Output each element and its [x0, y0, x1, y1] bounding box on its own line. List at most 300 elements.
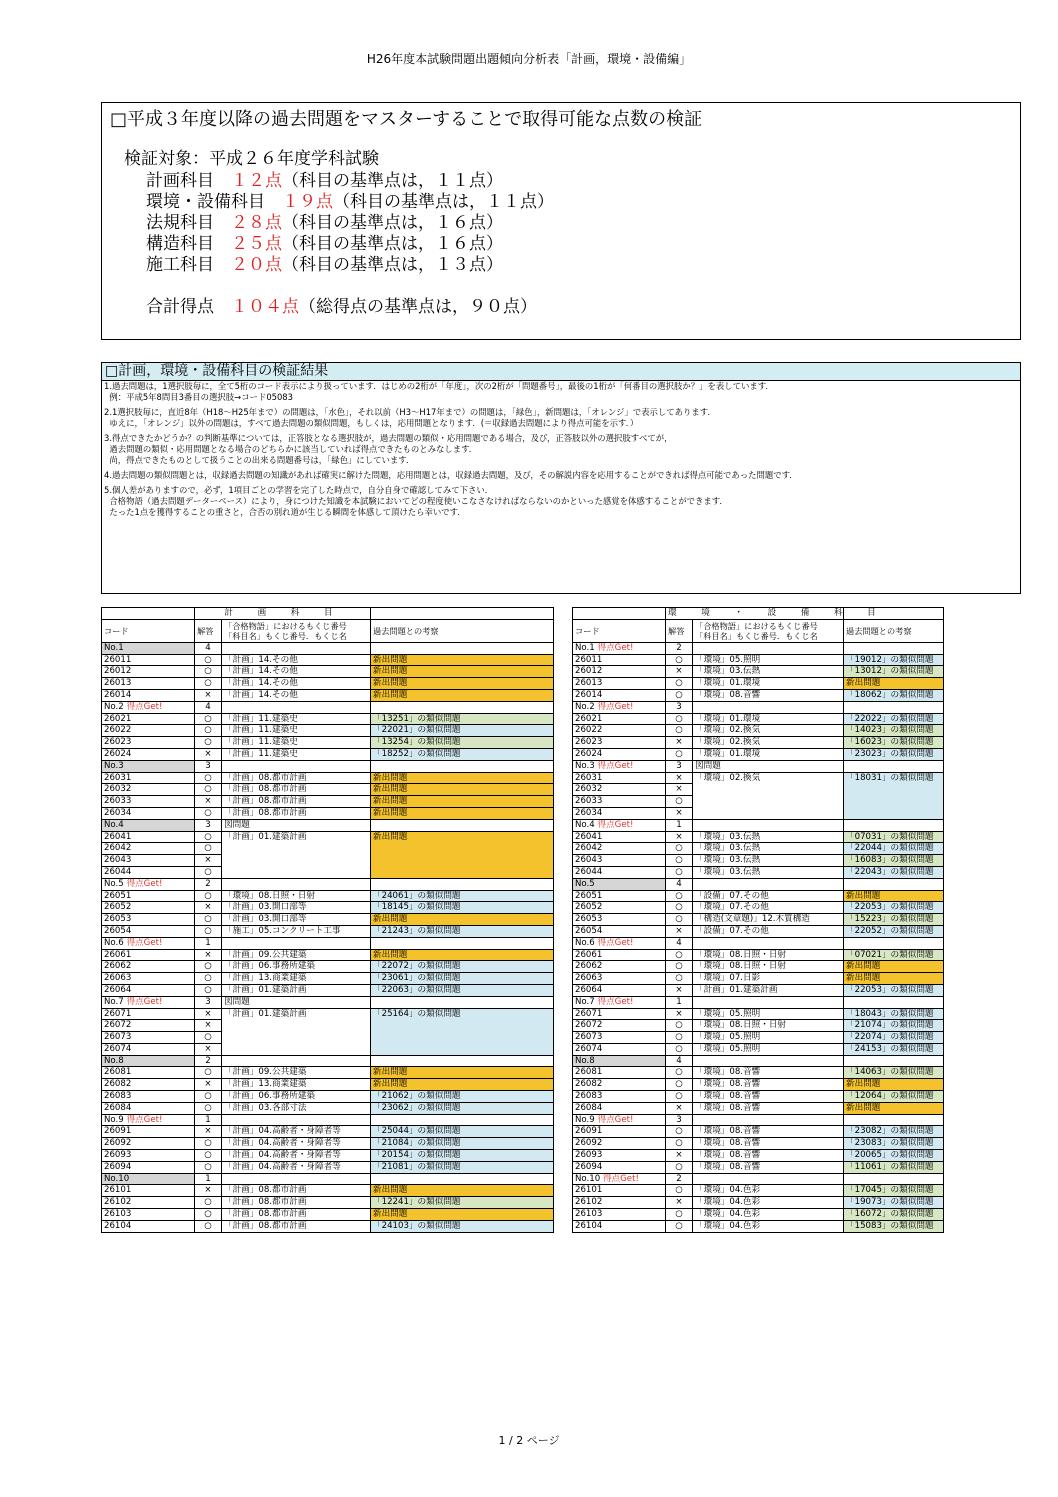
choice-mark: ○ — [666, 1079, 693, 1091]
summary-line: 環境・設備科目 １９点（科目の基準点は，１１点） — [146, 192, 554, 212]
question-no: No.8 — [573, 1055, 666, 1067]
correct-answer: 3 — [195, 996, 222, 1008]
table-row — [102, 796, 554, 808]
choice-mark: ○ — [666, 1138, 693, 1150]
choice-consider: 新出問題 — [371, 784, 554, 796]
choice-kuji: 「環境」02.換気 — [693, 737, 844, 749]
choice-code: 26094 — [102, 1161, 195, 1173]
table-row — [573, 1197, 944, 1209]
question-kind — [693, 1173, 844, 1185]
choice-code: 26082 — [573, 1079, 666, 1091]
choice-code: 26073 — [573, 1032, 666, 1044]
choice-kuji: 「計画」14.その他 — [222, 678, 371, 690]
table-row — [102, 949, 554, 961]
choice-mark: × — [195, 855, 222, 867]
choice-kuji: 「計画」08.都市計画 — [222, 1185, 371, 1197]
get-badge: 得点Get! — [126, 1114, 163, 1125]
choice-code: 26093 — [102, 1150, 195, 1162]
choice-mark: ○ — [666, 1209, 693, 1221]
choice-kuji: 「環境」07.その他 — [693, 902, 844, 914]
question-row — [573, 1173, 944, 1185]
choice-code: 26031 — [573, 772, 666, 784]
choice-mark: ○ — [195, 866, 222, 878]
choice-consider: 新出問題 — [371, 666, 554, 678]
question-kind: 図問題 — [222, 819, 371, 831]
choice-code: 26011 — [573, 654, 666, 666]
choice-mark: × — [195, 1020, 222, 1032]
choice-consider: 「23082」の類似問題 — [844, 1126, 944, 1138]
results-notes — [102, 381, 1020, 518]
choice-code: 26102 — [573, 1197, 666, 1209]
choice-mark: ○ — [195, 807, 222, 819]
summary-box — [101, 102, 1021, 340]
choice-kuji: 「環境」07.日影 — [693, 973, 844, 985]
table-row — [573, 1008, 944, 1020]
choice-mark: ○ — [195, 961, 222, 973]
choice-code: 26052 — [102, 902, 195, 914]
question-kind — [222, 1055, 371, 1067]
choice-kuji: 「環境」05.照明 — [693, 654, 844, 666]
table-row — [573, 1032, 944, 1044]
choice-consider: 新出問題 — [844, 1102, 944, 1114]
choice-consider: 「20154」の類似問題 — [371, 1150, 554, 1162]
choice-mark: ○ — [666, 914, 693, 926]
choice-code: 26091 — [102, 1126, 195, 1138]
choice-mark: ○ — [666, 1161, 693, 1173]
choice-consider: 「16083」の類似問題 — [844, 855, 944, 867]
question-kind — [222, 1173, 371, 1185]
choice-consider: 「07031」の類似問題 — [844, 831, 944, 843]
question-kind — [222, 701, 371, 713]
table-row — [573, 961, 944, 973]
note-5: 5.個人差がありますので，必ず，1項目ごとの学習を完了した時点で，自分自身で確認してみて下さい． 合格物語（過去問題データーベース）により，身につけた知識を本試験においてどの程度使いこなさなければならないのかといった感覚を体感することができます． たった1点を獲得することの重さと，合否の別れ道が生じる瞬間を体感して頂けたら幸いです． — [104, 485, 728, 517]
choice-kuji: 「環境」03.伝熱 — [693, 866, 844, 878]
question-row — [102, 1055, 554, 1067]
question-kind — [693, 937, 844, 949]
choice-mark: × — [666, 807, 693, 819]
choice-kuji: 「環境」03.伝熱 — [693, 843, 844, 855]
choice-consider: 「11061」の類似問題 — [844, 1161, 944, 1173]
summary-line: 法規科目 ２８点（科目の基準点は，１６点） — [146, 213, 503, 233]
choice-mark: ○ — [666, 654, 693, 666]
question-no: No.3 得点Get! — [573, 760, 666, 772]
choice-code: 26013 — [102, 678, 195, 690]
choice-consider: 「17045」の類似問題 — [844, 1185, 944, 1197]
page-title: H26年度本試験問題出題傾向分析表「計画，環境・設備編」 — [366, 52, 692, 66]
table-row — [573, 831, 944, 843]
choice-code: 26061 — [102, 949, 195, 961]
get-badge: 得点Get! — [597, 1114, 634, 1125]
choice-code: 26104 — [102, 1220, 195, 1232]
table-row — [573, 1043, 944, 1055]
choice-mark: ○ — [195, 654, 222, 666]
choice-code: 26084 — [573, 1102, 666, 1114]
table-row — [102, 1197, 554, 1209]
choice-mark: ○ — [195, 666, 222, 678]
table-row — [573, 713, 944, 725]
question-kind — [693, 1055, 844, 1067]
correct-answer: 2 — [195, 1055, 222, 1067]
table-cell — [371, 642, 554, 654]
table-cell — [844, 642, 944, 654]
table-row — [102, 1008, 554, 1020]
choice-mark: ○ — [195, 914, 222, 926]
correct-answer: 1 — [666, 819, 693, 831]
choice-consider: 「13254」の類似問題 — [371, 737, 554, 749]
table-row — [102, 1067, 554, 1079]
get-badge: 得点Get! — [602, 1173, 639, 1184]
question-no: No.2 得点Get! — [102, 701, 195, 713]
summary-target: 検証対象：平成２６年度学科試験 — [124, 149, 379, 169]
table-row — [102, 1091, 554, 1103]
choice-mark: ○ — [666, 796, 693, 808]
choice-mark: ○ — [666, 902, 693, 914]
choice-code: 26071 — [102, 1008, 195, 1020]
choice-code: 26022 — [573, 725, 666, 737]
table-row — [573, 1150, 944, 1162]
choice-code: 26034 — [573, 807, 666, 819]
choice-mark: × — [195, 1126, 222, 1138]
choice-code: 26011 — [102, 654, 195, 666]
question-row — [102, 642, 554, 654]
choice-mark: × — [666, 1008, 693, 1020]
keikaku-table — [101, 607, 554, 1233]
table-row — [102, 689, 554, 701]
table-row — [102, 807, 554, 819]
table-row — [102, 713, 554, 725]
get-badge: 得点Get! — [597, 642, 634, 653]
correct-answer: 4 — [666, 878, 693, 890]
summary-heading: □平成３年度以降の過去問題をマスターすることで取得可能な点数の検証 — [110, 109, 703, 130]
choice-kuji: 「計画」11.建築史 — [222, 725, 371, 737]
choice-consider: 「18062」の類似問題 — [844, 689, 944, 701]
table-row — [102, 1126, 554, 1138]
choice-consider: 新出問題 — [371, 914, 554, 926]
table-row — [573, 949, 944, 961]
table-row — [573, 1161, 944, 1173]
table-row — [573, 914, 944, 926]
choice-code: 26021 — [102, 713, 195, 725]
table-cell — [844, 1055, 944, 1067]
choice-kuji: 「計画」01.建築計画 — [222, 831, 371, 878]
table-row — [102, 890, 554, 902]
header-code: コード — [573, 619, 666, 642]
choice-consider: 新出問題 — [844, 890, 944, 902]
choice-code: 26063 — [573, 973, 666, 985]
question-kind — [693, 1114, 844, 1126]
question-row — [102, 819, 554, 831]
table-cell — [573, 608, 666, 620]
choice-consider: 「22072」の類似問題 — [371, 961, 554, 973]
question-no: No.4 得点Get! — [573, 819, 666, 831]
choice-code: 26081 — [573, 1067, 666, 1079]
kankyo-table — [572, 607, 944, 1233]
table-cell — [371, 878, 554, 890]
choice-kuji: 「環境」01.環境 — [693, 713, 844, 725]
choice-kuji: 「計画」14.その他 — [222, 654, 371, 666]
header-row — [102, 619, 554, 642]
choice-mark: × — [666, 925, 693, 937]
choice-mark: ○ — [666, 1091, 693, 1103]
question-no: No.2 得点Get! — [573, 701, 666, 713]
choice-consider: 新出問題 — [844, 678, 944, 690]
choice-code: 26044 — [102, 866, 195, 878]
choice-mark: ○ — [666, 1067, 693, 1079]
choice-consider: 「22052」の類似問題 — [844, 925, 944, 937]
correct-answer: 1 — [666, 996, 693, 1008]
question-kind — [222, 760, 371, 772]
question-row — [102, 996, 554, 1008]
choice-consider: 新出問題 — [371, 772, 554, 784]
get-badge: 得点Get! — [597, 996, 634, 1007]
choice-consider: 新出問題 — [371, 1209, 554, 1221]
choice-consider: 「14063」の類似問題 — [844, 1067, 944, 1079]
choice-kuji: 「環境」01.環境 — [693, 678, 844, 690]
table-cell — [371, 608, 554, 620]
choice-mark: ○ — [666, 843, 693, 855]
table-row — [102, 678, 554, 690]
choice-mark: × — [666, 666, 693, 678]
question-no: No.9 得点Get! — [102, 1114, 195, 1126]
section-title-row — [102, 608, 554, 620]
choice-kuji: 「計画」08.都市計画 — [222, 1220, 371, 1232]
choice-consider: 「25164」の類似問題 — [371, 1008, 554, 1055]
choice-mark: × — [666, 737, 693, 749]
choice-kuji: 「計画」01.建築計画 — [222, 984, 371, 996]
choice-kuji: 「計画」08.都市計画 — [222, 772, 371, 784]
choice-consider: 「18145」の類似問題 — [371, 902, 554, 914]
question-row — [102, 1173, 554, 1185]
choice-code: 26023 — [102, 737, 195, 749]
choice-consider: 「13012」の類似問題 — [844, 666, 944, 678]
correct-answer: 4 — [195, 701, 222, 713]
choice-code: 26034 — [102, 807, 195, 819]
choice-code: 26042 — [573, 843, 666, 855]
choice-code: 26072 — [573, 1020, 666, 1032]
choice-code: 26064 — [573, 984, 666, 996]
table-row — [573, 973, 944, 985]
header-kuji: 「合格物語」におけるもくじ番号 「科目名」もくじ番号．もくじ名 — [693, 619, 844, 642]
choice-consider: 「15083」の類似問題 — [844, 1220, 944, 1232]
choice-consider: 新出問題 — [371, 949, 554, 961]
question-kind — [222, 878, 371, 890]
choice-consider: 「07021」の類似問題 — [844, 949, 944, 961]
choice-consider: 「23023」の類似問題 — [844, 748, 944, 760]
choice-consider: 「22021」の類似問題 — [371, 725, 554, 737]
choice-consider: 「22074」の類似問題 — [844, 1032, 944, 1044]
choice-code: 26014 — [573, 689, 666, 701]
choice-consider: 「24153」の類似問題 — [844, 1043, 944, 1055]
choice-mark: ○ — [195, 1091, 222, 1103]
choice-kuji: 「設備」07.その他 — [693, 890, 844, 902]
table-cell — [371, 760, 554, 772]
choice-mark: ○ — [195, 831, 222, 843]
choice-kuji: 「環境」02.換気 — [693, 725, 844, 737]
table-row — [573, 843, 944, 855]
choice-code: 26054 — [573, 925, 666, 937]
choice-code: 26052 — [573, 902, 666, 914]
choice-consider: 「21243」の類似問題 — [371, 925, 554, 937]
choice-mark: ○ — [666, 949, 693, 961]
choice-kuji: 「環境」08.日照・日射 — [693, 949, 844, 961]
question-no: No.1 — [102, 642, 195, 654]
choice-code: 26062 — [573, 961, 666, 973]
choice-consider: 「16072」の類似問題 — [844, 1209, 944, 1221]
choice-code: 26053 — [573, 914, 666, 926]
choice-code: 26071 — [573, 1008, 666, 1020]
note-1: 1.過去問題は，1選択肢毎に，全て5桁のコード表示により扱っています．はじめの2桁が「年度」，次の2桁が「問題番号」，最後の1桁が「何番目の選択肢か？」を表しています． 例：平成5年8問目3番目の選択肢→コード05083 — [104, 381, 774, 402]
choice-consider: 「23083」の類似問題 — [844, 1138, 944, 1150]
choice-code: 26094 — [573, 1161, 666, 1173]
summary-line: 構造科目 ２５点（科目の基準点は，１６点） — [146, 234, 503, 254]
choice-code: 26074 — [573, 1043, 666, 1055]
choice-kuji: 「環境」08.音響 — [693, 1150, 844, 1162]
choice-kuji: 「計画」08.都市計画 — [222, 784, 371, 796]
choice-kuji: 「計画」03.開口部等 — [222, 914, 371, 926]
choice-kuji: 「計画」08.都市計画 — [222, 807, 371, 819]
table-row — [573, 1067, 944, 1079]
choice-kuji: 「設備」07.その他 — [693, 925, 844, 937]
question-no: No.5 得点Get! — [102, 878, 195, 890]
choice-consider: 新出問題 — [371, 796, 554, 808]
choice-code: 26092 — [573, 1138, 666, 1150]
table-row — [102, 1185, 554, 1197]
question-row — [573, 1055, 944, 1067]
choice-code: 26024 — [102, 748, 195, 760]
choice-mark: ○ — [195, 1138, 222, 1150]
choice-kuji: 「環境」02.換気 — [693, 772, 844, 819]
choice-kuji: 「計画」09.公共建築 — [222, 949, 371, 961]
choice-kuji: 「計画」11.建築史 — [222, 737, 371, 749]
choice-consider: 新出問題 — [371, 654, 554, 666]
choice-code: 26083 — [573, 1091, 666, 1103]
table-row — [573, 925, 944, 937]
choice-consider: 「21084」の類似問題 — [371, 1138, 554, 1150]
choice-code: 26033 — [573, 796, 666, 808]
question-no: No.5 — [573, 878, 666, 890]
choice-kuji: 「計画」03.開口部等 — [222, 902, 371, 914]
choice-mark: ○ — [195, 725, 222, 737]
choice-code: 26074 — [102, 1043, 195, 1055]
table-row — [573, 666, 944, 678]
choice-kuji: 「環境」08.音響 — [693, 1067, 844, 1079]
question-row — [573, 642, 944, 654]
choice-code: 26064 — [102, 984, 195, 996]
choice-consider: 新出問題 — [371, 1067, 554, 1079]
table-row — [573, 890, 944, 902]
table-row — [102, 1161, 554, 1173]
choice-code: 26084 — [102, 1102, 195, 1114]
question-kind: 図問題 — [222, 996, 371, 1008]
results-heading: □計画，環境・設備科目の検証結果 — [102, 363, 1020, 381]
choice-kuji: 「環境」01.環境 — [693, 748, 844, 760]
table-cell — [844, 1173, 944, 1185]
table-cell — [371, 701, 554, 713]
header-kuji: 「合格物語」におけるもくじ番号 「科目名」もくじ番号．もくじ名 — [222, 619, 371, 642]
choice-consider: 「23062」の類似問題 — [371, 1102, 554, 1114]
table-cell — [844, 760, 944, 772]
choice-kuji: 「環境」08.音響 — [693, 1126, 844, 1138]
table-row — [573, 725, 944, 737]
choice-kuji: 「環境」04.色彩 — [693, 1197, 844, 1209]
choice-mark: ○ — [195, 1220, 222, 1232]
choice-kuji: 「計画」08.都市計画 — [222, 1197, 371, 1209]
choice-kuji: 「環境」08.音響 — [693, 1079, 844, 1091]
choice-code: 26024 — [573, 748, 666, 760]
choice-mark: ○ — [666, 961, 693, 973]
question-row — [573, 996, 944, 1008]
choice-consider: 「22063」の類似問題 — [371, 984, 554, 996]
table-row — [102, 666, 554, 678]
table-cell — [844, 701, 944, 713]
table-row — [102, 1209, 554, 1221]
choice-consider: 新出問題 — [371, 1185, 554, 1197]
choice-consider: 「12064」の類似問題 — [844, 1091, 944, 1103]
choice-kuji: 「計画」01.建築計画 — [222, 1008, 371, 1055]
table-row — [102, 831, 554, 843]
table-row — [573, 1102, 944, 1114]
choice-consider: 新出問題 — [371, 807, 554, 819]
table-cell — [844, 819, 944, 831]
choice-code: 26093 — [573, 1150, 666, 1162]
choice-mark: ○ — [666, 678, 693, 690]
correct-answer: 2 — [666, 642, 693, 654]
choice-mark: ○ — [666, 689, 693, 701]
choice-code: 26051 — [102, 890, 195, 902]
question-no: No.1 得点Get! — [573, 642, 666, 654]
header-consider: 過去問題との考察 — [844, 619, 944, 642]
correct-answer: 3 — [195, 760, 222, 772]
table-row — [102, 925, 554, 937]
question-no: No.3 — [102, 760, 195, 772]
choice-mark: ○ — [666, 1220, 693, 1232]
get-badge: 得点Get! — [597, 760, 634, 771]
choice-code: 26012 — [102, 666, 195, 678]
choice-consider: 「15223」の類似問題 — [844, 914, 944, 926]
correct-answer: 3 — [666, 701, 693, 713]
question-no: No.6 得点Get! — [102, 937, 195, 949]
table-row — [573, 866, 944, 878]
choice-code: 26032 — [102, 784, 195, 796]
question-no: No.9 得点Get! — [573, 1114, 666, 1126]
choice-kuji: 「環境」08.日照・日射 — [693, 1020, 844, 1032]
choice-kuji: 「計画」01.建築計画 — [693, 984, 844, 996]
choice-consider: 「24061」の類似問題 — [371, 890, 554, 902]
table-row — [573, 1020, 944, 1032]
choice-mark: ○ — [195, 973, 222, 985]
choice-code: 26012 — [573, 666, 666, 678]
table-row — [573, 737, 944, 749]
choice-mark: × — [195, 796, 222, 808]
question-row — [102, 937, 554, 949]
choice-code: 26044 — [573, 866, 666, 878]
header-answer: 解答 — [666, 619, 693, 642]
table-row — [573, 1126, 944, 1138]
table-cell — [102, 608, 195, 620]
correct-answer: 4 — [666, 937, 693, 949]
table-row — [102, 1220, 554, 1232]
choice-kuji: 「計画」13.商業建築 — [222, 1079, 371, 1091]
choice-mark: × — [666, 1102, 693, 1114]
choice-consider: 新出問題 — [371, 831, 554, 878]
header-consider: 過去問題との考察 — [371, 619, 554, 642]
choice-kuji: 「計画」08.都市計画 — [222, 796, 371, 808]
table-cell — [371, 1114, 554, 1126]
table-row — [573, 855, 944, 867]
choice-mark: × — [195, 1008, 222, 1020]
table-row — [573, 902, 944, 914]
choice-mark: × — [195, 748, 222, 760]
